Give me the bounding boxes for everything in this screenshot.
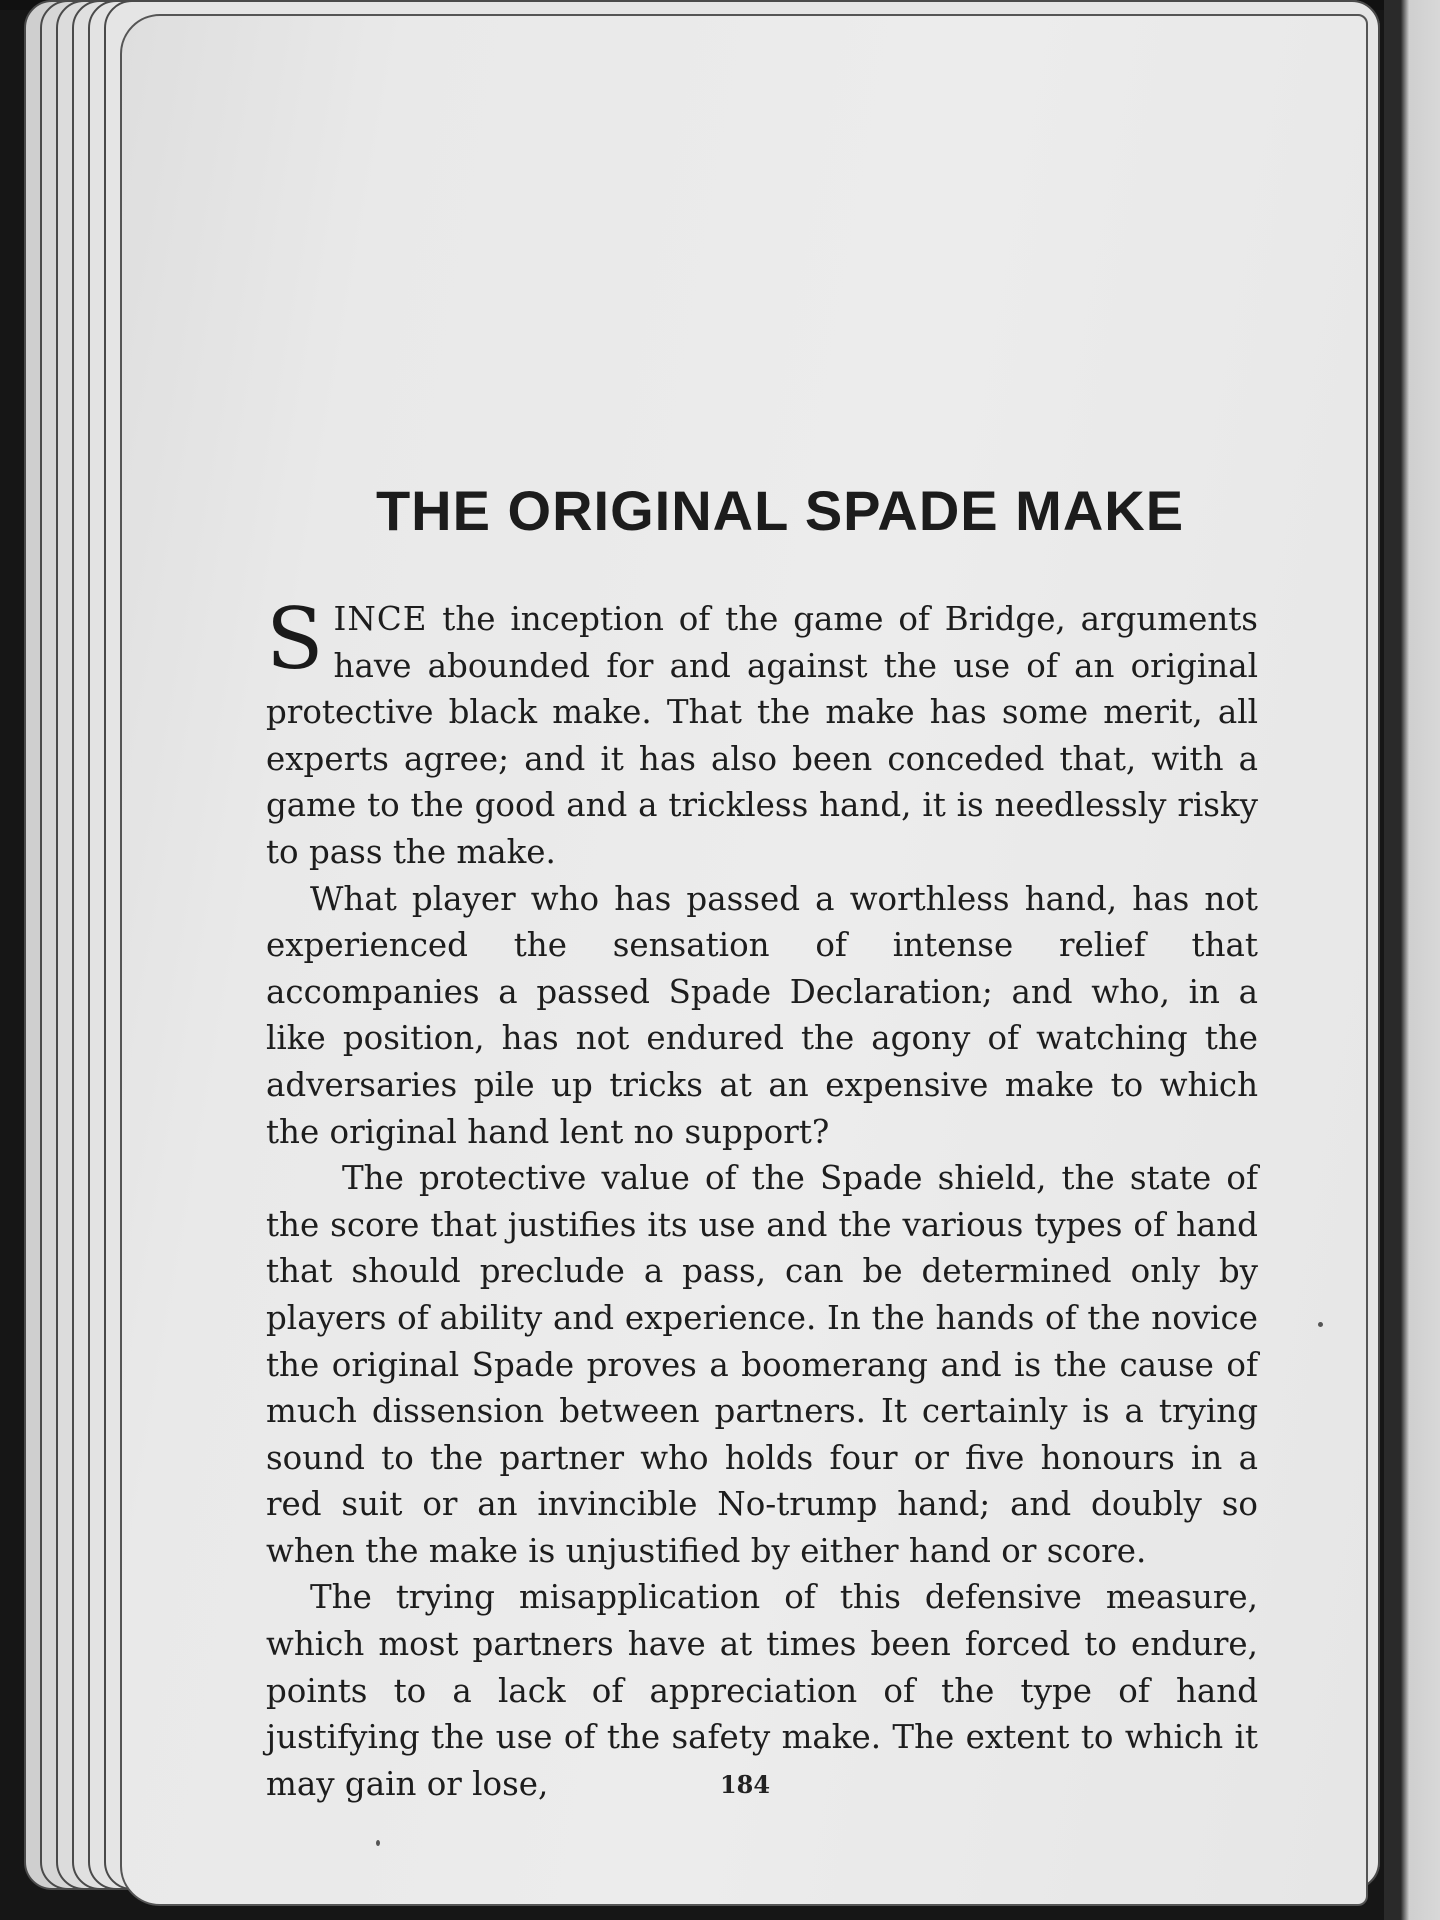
paragraph-2: What player who has passed a worthless hand, has not experienced the sensation of intense relief that accompanies a passed Spade Declaration; and who, in a like position, has not endured the agony of watching the adversaries pile up tricks at an expensive make to which the original hand lent no support?	[266, 879, 1258, 1151]
facing-page-edge	[1384, 0, 1440, 1920]
paragraph-1-text: the inception of the game of Bridge, arguments have abounded for and against the use of an original protective black make. That the make has some merit, all experts agree; and it has also been conceded that, with a game to the good and a trickless hand, it is needlessly risky to pass the make.	[266, 600, 1258, 871]
paper-speck	[1318, 1322, 1323, 1327]
paragraph-1	[266, 590, 1258, 876]
chapter-title: THE ORIGINAL SPADE MAKE	[375, 479, 1185, 542]
paragraph-3: The protective value of the Spade shield, the state of the score that justifies its use and the various types of hand that should preclude a pass, can be determined only by players of ability and experience. In the hands of the novice the original Spade proves a boomerang and is the cause of much dissension between partners. It certainly is a trying sound to the partner who holds four or five honours in a red suit or an invincible No-trump hand; and doubly so when the make is unjustified by either hand or score.	[266, 1159, 1258, 1570]
body-text	[266, 590, 1258, 1807]
page-number: 184	[719, 1770, 771, 1799]
paper-speck	[376, 1840, 380, 1846]
paragraph-4: The trying misapplication of this defensive measure, which most partners have at times been forced to endure, points to a lack of appreciation of the type of hand justifying the use of the safety make. The extent to which it may gain or lose,	[266, 1578, 1258, 1803]
lead-words: INCE	[333, 600, 428, 638]
drop-cap: S	[266, 590, 324, 688]
